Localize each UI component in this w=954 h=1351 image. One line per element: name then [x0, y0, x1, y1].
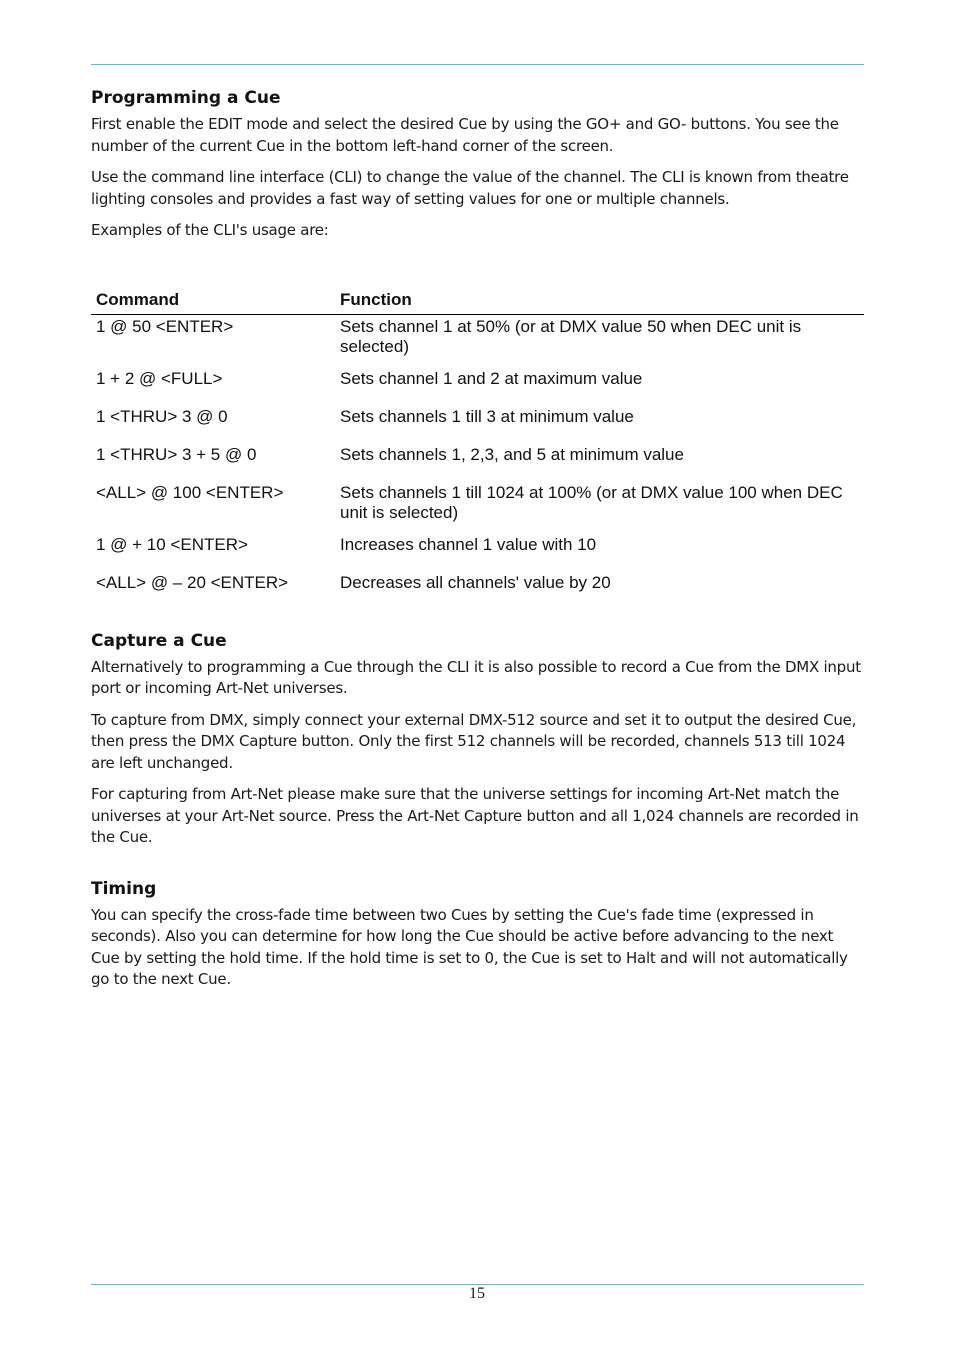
command-cell: <ALL> @ 100 <ENTER>: [96, 482, 284, 502]
page-number: 15: [469, 1285, 485, 1302]
function-cell: Increases channel 1 value with 10: [340, 534, 597, 554]
command-cell: 1 + 2 @ <FULL>: [96, 368, 223, 388]
paragraph: Examples of the CLI's usage are:: [91, 221, 329, 239]
paragraph: For capturing from Art-Net please make sure that the universe settings for incoming Art-Net match the universes at your Art-Net source. Press the Art-Net Capture button and all 1,024 channels are recorded in the Cue.: [91, 785, 859, 846]
heading-timing: Timing: [91, 878, 157, 899]
table-row: [91, 367, 864, 405]
column-header-function: Function: [335, 290, 864, 315]
header-rule: [91, 64, 864, 65]
heading-programming-a-cue: Programming a Cue: [91, 88, 281, 108]
page-content: [91, 88, 864, 1001]
table-row: [91, 481, 864, 533]
function-cell: Sets channels 1 till 3 at minimum value: [340, 406, 634, 426]
table-row: [91, 405, 864, 443]
command-cell: 1 @ 50 <ENTER>: [96, 316, 234, 336]
paragraph: You can specify the cross-fade time between two Cues by setting the Cue's fade time (expressed in seconds). Also you can determine for how long the Cue should be active before advancing to the next Cue by setting the hold time. If the hold time is set to 0, the Cue is set to Halt and will not automatically go to the next Cue.: [91, 905, 848, 988]
paragraph: Use the command line interface (CLI) to change the value of the channel. The CLI is known from theatre lighting consoles and provides a fast way of setting values for one or multiple channels.: [91, 168, 849, 208]
function-cell: Decreases all channels' value by 20: [340, 572, 611, 592]
command-cell: <ALL> @ – 20 <ENTER>: [96, 572, 289, 592]
command-cell: 1 @ + 10 <ENTER>: [96, 534, 248, 554]
function-cell: Sets channels 1, 2,3, and 5 at minimum value: [340, 444, 684, 464]
paragraph: First enable the EDIT mode and select the desired Cue by using the GO+ and GO- buttons. You see the number of the current Cue in the bottom left-hand corner of the screen.: [91, 115, 839, 155]
paragraph: To capture from DMX, simply connect your external DMX-512 source and set it to output the desired Cue, then press the DMX Capture button. Only the first 512 channels will be recorded, channels 513 till 1024 are left unchanged.: [91, 710, 857, 772]
table-row: [91, 571, 864, 609]
function-cell: Sets channel 1 and 2 at maximum value: [340, 368, 643, 388]
table-row: [91, 443, 864, 481]
heading-capture-a-cue: Capture a Cue: [91, 630, 227, 651]
table-row: [91, 314, 864, 367]
paragraph: Alternatively to programming a Cue through the CLI it is also possible to record a Cue from the DMX input port or incoming Art-Net universes.: [91, 657, 861, 697]
function-cell: Sets channels 1 till 1024 at 100% (or at DMX value 100 when DEC unit is selected): [340, 482, 843, 522]
command-cell: 1 <THRU> 3 + 5 @ 0: [96, 444, 257, 464]
command-cell: 1 <THRU> 3 @ 0: [96, 406, 228, 426]
table-row: [91, 533, 864, 571]
column-header-command: Command: [91, 290, 335, 315]
table-header-row: [91, 290, 864, 315]
cli-examples-table: [91, 290, 864, 609]
function-cell: Sets channel 1 at 50% (or at DMX value 50 when DEC unit is selected): [340, 316, 802, 356]
